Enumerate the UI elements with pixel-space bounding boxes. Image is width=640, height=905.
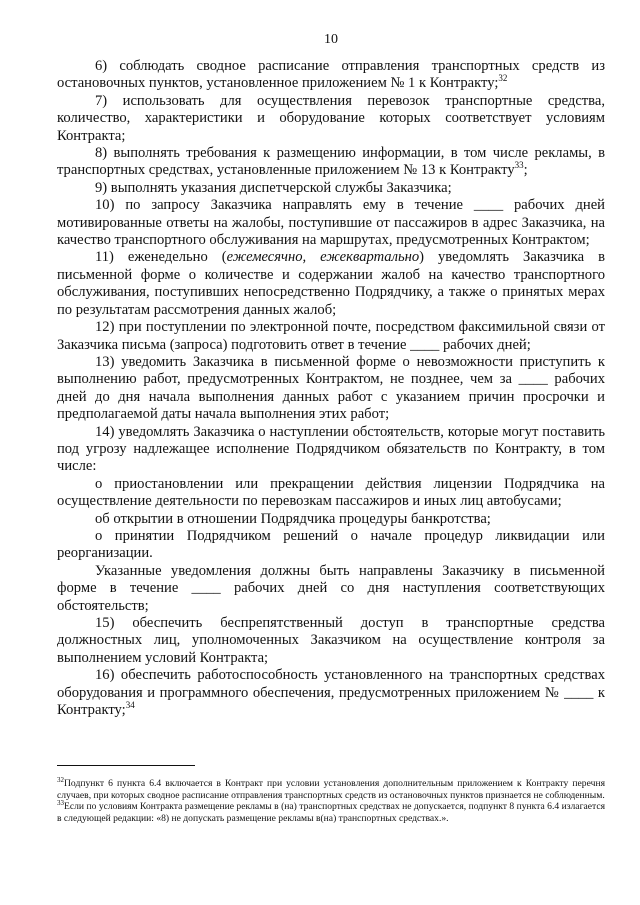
paragraph-13: 13) уведомить Заказчика в письменной форме о невозможности приступить к выполнению работ, предусмотренных Контрактом, не позднее, чем за ____ рабочих дней до дня начала выполнения данных работ с указанием причин просрочки и предполагаемой даты начала выполнения этих работ; <box>57 353 605 423</box>
paragraph-liquidation: о принятии Подрядчиком решений о начале процедур ликвидации или реорганизации. <box>57 527 605 562</box>
footnote-33: $^{33}$Если по условиям Контракта размещение рекламы в (на) транспортных средствах не допускается, подпункт 8 пункта 6.4 излагается в следующей редакции: «8) не допускать размещение рекламы в(на) транспортных средствах.». <box>57 799 605 824</box>
paragraph-16: 16) обеспечить работоспособность установленного на транспортных средствах оборудования и программного обеспечения, предусмотренных приложением № ____ к Контракту;$^{34}$ <box>57 667 605 719</box>
paragraph-notifications: Указанные уведомления должны быть направлены Заказчику в письменной форме в течение ____ рабочих дней со дня наступления соответствующих обстоятельств; <box>57 562 605 614</box>
paragraph-14: 14) уведомлять Заказчика о наступлении обстоятельств, которые могут поставить под угрозу надлежащее исполнение Подрядчиком обязательств по Контракту, в том числе: <box>57 423 605 475</box>
paragraph-12: 12) при поступлении по электронной почте, посредством факсимильной связи от Заказчика письма (запроса) подготовить ответ в течение ____ рабочих дней; <box>57 319 605 353</box>
paragraph-bankruptcy: об открытии в отношении Подрядчика процедуры банкротства; <box>95 510 491 527</box>
footnote-ref: 34 <box>125 700 135 711</box>
footnote-ref: 33 <box>514 160 524 171</box>
footnote-separator <box>57 765 195 766</box>
paragraph-license: о приостановлении или прекращении действия лицензии Подрядчика на осуществление деятельности по перевозкам пассажиров и иных лиц автобусами; <box>57 475 605 510</box>
paragraph-10: 10) по запросу Заказчика направлять ему в течение ____ рабочих дней мотивированные ответы на жалобы, поступившие от пассажиров в адрес Заказчика, на качество транспортного обслуживания на маршрутах, предусмотренных Контрактом; <box>57 197 605 249</box>
paragraph-9: 9) выполнять указания диспетчерской службы Заказчика; <box>95 179 452 196</box>
footnote-32: $^{32}$Подпункт 6 пункта 6.4 включается в Контракт при условии установления дополнительным приложением к Контракту перечня случаев, при которых сводное расписание отправления транспортных средств из остановочных пунктов признается не соблюденным. <box>57 775 605 801</box>
document-body <box>57 58 605 719</box>
paragraph-6: 6) соблюдать сводное расписание отправления транспортных средств из остановочных пунктов, установленное приложением № 1 к Контракту;$^{32}$ <box>57 58 605 92</box>
paragraph-7: 7) использовать для осуществления перевозок транспортные средства, количество, характеристики и оборудование которых соответствует условиям Контракта; <box>57 92 605 144</box>
paragraph-8: 8) выполнять требования к размещению информации, в том числе рекламы, в транспортных средствах, установленные приложением № 13 к Контракту$^{33}$; <box>57 145 605 179</box>
document-page <box>57 32 605 719</box>
page-number: 10 <box>324 32 338 47</box>
footnote-ref: 32 <box>498 73 508 84</box>
paragraph-11: 11) еженедельно (ежемесячно, ежеквартально) уведомлять Заказчика в письменной форме о количестве и содержании жалоб на качество транспортного обслуживания, поступивших непосредственно Подрядчику, а также о принятых мерах по результатам рассмотрения данных жалоб; <box>57 249 605 318</box>
footnotes <box>57 775 605 824</box>
paragraph-15: 15) обеспечить беспрепятственный доступ в транспортные средства должностных лиц, уполномоченных Заказчиком на осуществление контроля за выполнением условий Контракта; <box>57 615 605 666</box>
